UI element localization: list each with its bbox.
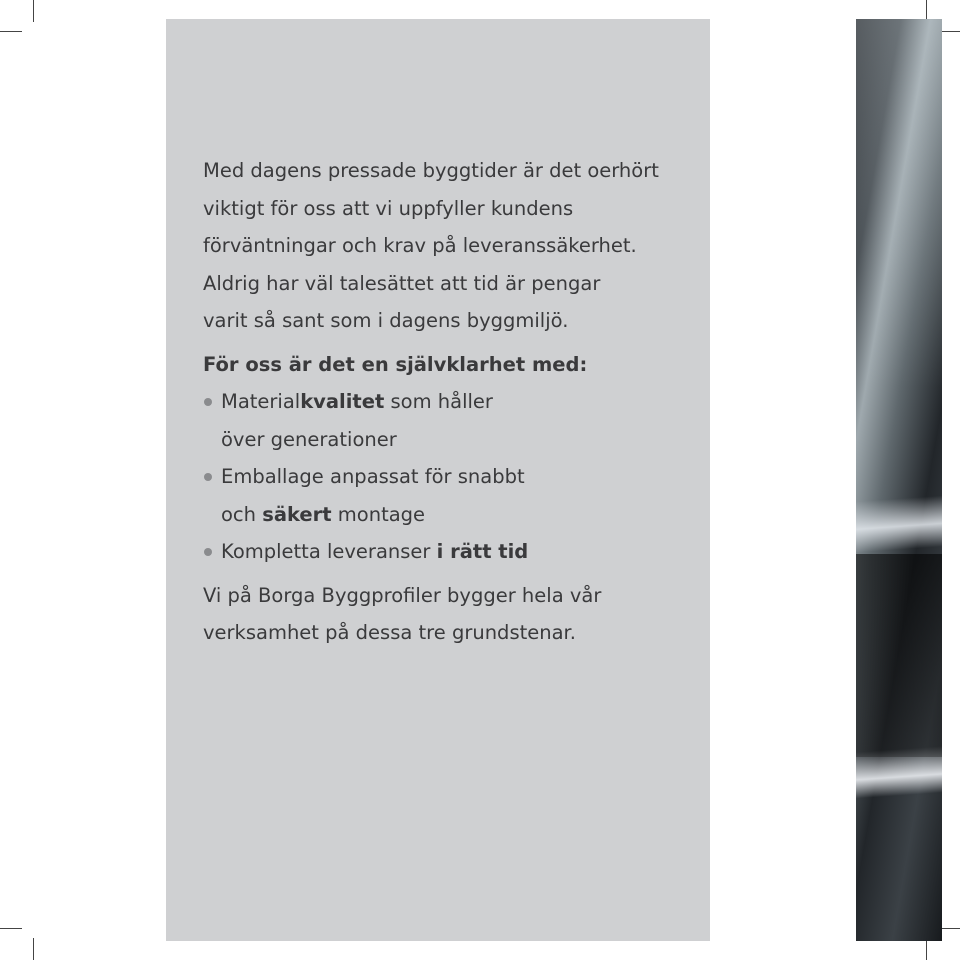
bullet-line — [221, 383, 683, 421]
bullet-text: montage — [331, 502, 426, 526]
intro-line: Med dagens pressade byggtider är det oerhört — [203, 159, 659, 182]
page-content — [203, 152, 683, 652]
bullet-item-packaging — [203, 458, 683, 533]
bullet-text: och — [221, 502, 263, 526]
photo-highlight — [856, 19, 942, 388]
photo-shadow — [856, 554, 942, 757]
bullet-line — [221, 533, 683, 571]
crop-mark-top-left-v — [33, 0, 34, 22]
bullet-emphasis: säkert — [262, 502, 332, 526]
intro-line: viktigt för oss att vi uppfyller kundens — [203, 196, 574, 220]
bullet-line: Emballage anpassat för snabbt — [221, 465, 525, 488]
bullet-dot-icon — [204, 398, 212, 406]
intro-line: förväntningar och krav på leveranssäkerhet. — [203, 234, 637, 257]
bullet-dot-icon — [204, 473, 212, 481]
intro-line: Aldrig har väl talesättet att tid är pengar — [203, 271, 601, 295]
closing-line: Vi på Borga Byggprofiler bygger hela vår — [203, 583, 602, 607]
bullet-text: Material — [221, 390, 301, 413]
steel-profile-photo — [856, 19, 942, 941]
intro-line: varit så sant som i dagens byggmiljö. — [203, 309, 569, 332]
bullet-line: över generationer — [221, 427, 397, 451]
bullet-item-quality — [203, 383, 683, 458]
bullet-emphasis: kvalitet — [300, 390, 385, 413]
bullet-line — [221, 496, 683, 534]
bullet-list — [203, 383, 683, 571]
closing-paragraph — [203, 577, 683, 652]
bullet-text: Kompletta leveranser — [221, 540, 437, 563]
bullet-item-delivery — [203, 533, 683, 571]
crop-mark-bottom-left-v — [33, 938, 34, 960]
list-heading: För oss är det en självklarhet med: — [203, 352, 588, 376]
bullet-emphasis: i rätt tid — [436, 540, 529, 563]
crop-mark-bottom-left-h — [0, 928, 22, 929]
bullet-dot-icon — [204, 548, 212, 556]
bullet-text: som håller — [384, 390, 493, 413]
intro-paragraph — [203, 152, 683, 340]
crop-mark-top-left-h — [0, 31, 22, 32]
closing-line: verksamhet på dessa tre grundstenar. — [203, 621, 576, 644]
crop-mark-bottom-right-v — [926, 938, 927, 960]
